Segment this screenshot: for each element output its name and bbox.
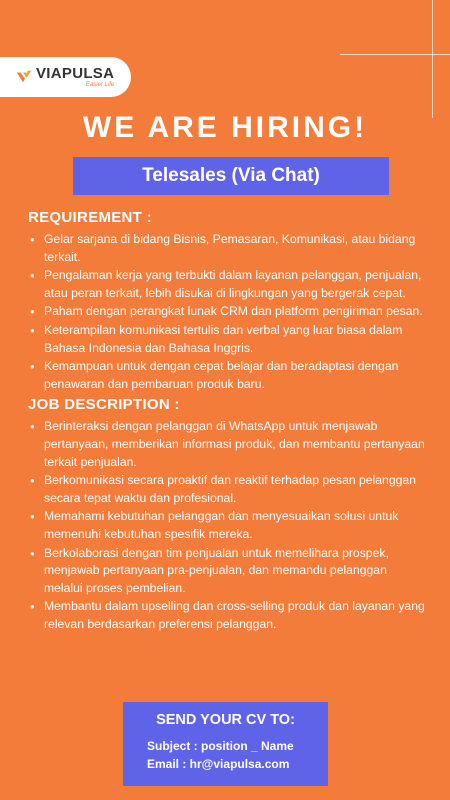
job-details [28,209,428,634]
list-item: • Pengalaman kerja yang terbukti dalam layanan pelanggan, penjualan, atau peran terkait, lebih disukai di lingkungan yang bergerak cepat. [28,267,428,302]
list-item: • Keterampilan komunikasi tertulis dan verbal yang luar biasa dalam Bahasa Indonesia dan Bahasa Inggris. [28,322,428,357]
logo-wordmark [36,66,114,88]
send-cv-box [123,702,328,786]
send-cv-subject: Subject : position _ Name [147,739,294,753]
job-description-title: JOB DESCRIPTION : [28,396,180,414]
requirement-list [28,231,428,393]
viapulsa-logo-icon [15,68,33,86]
list-item: • Berkomunikasi secara proaktif dan reaktif terhadap pesan pelanggan secara tepat waktu dan profesional. [28,472,428,507]
role-title: Telesales (Via Chat) [142,165,320,186]
list-item: • Berkolaborasi dengan tim penjualan untuk memelihara prospek, menjawab pertanyaan pra-penjualan, dan memandu pelanggan melalui proses pembelian. [28,545,428,598]
list-item: • Memahami kebutuhan pelanggan dan menyesuaikan solusi untuk memenuhi kebutuhan spesifik mereka. [28,508,428,543]
send-cv-title: SEND YOUR CV TO: [156,712,295,728]
job-description-list [28,418,428,633]
logo-name: VIAPULSA [36,65,115,82]
list-item: • Berinteraksi dengan pelanggan di WhatsApp untuk menjawab pertanyaan, memberikan informasi produk, dan membantu pertanyaan terkait penjualan. [28,418,428,471]
list-item: • Gelar sarjana di bidang Bisnis, Pemasaran, Komunikasi, atau bidang terkait. [28,231,428,266]
logo-badge [0,57,131,97]
role-banner [73,157,389,195]
requirement-title: REQUIREMENT : [28,209,152,226]
list-item: • Kemampuan untuk dengan cepat belajar dan beradaptasi dengan penawaran dan pembaruan produk baru. [28,358,428,393]
decorative-line-horizontal [340,54,450,55]
logo-tagline: Easier Life [85,82,115,88]
list-item: • Paham dengan perangkat lunak CRM dan platform pengiriman pesan. [28,303,428,321]
decorative-line-vertical [432,0,433,118]
send-cv-email: Email : hr@viapulsa.com [147,757,290,771]
hiring-headline: WE ARE HIRING! [82,111,368,144]
list-item: • Membantu dalam upselling dan cross-selling produk dan layanan yang relevan berdasarkan preferensi pelanggan. [28,598,428,633]
